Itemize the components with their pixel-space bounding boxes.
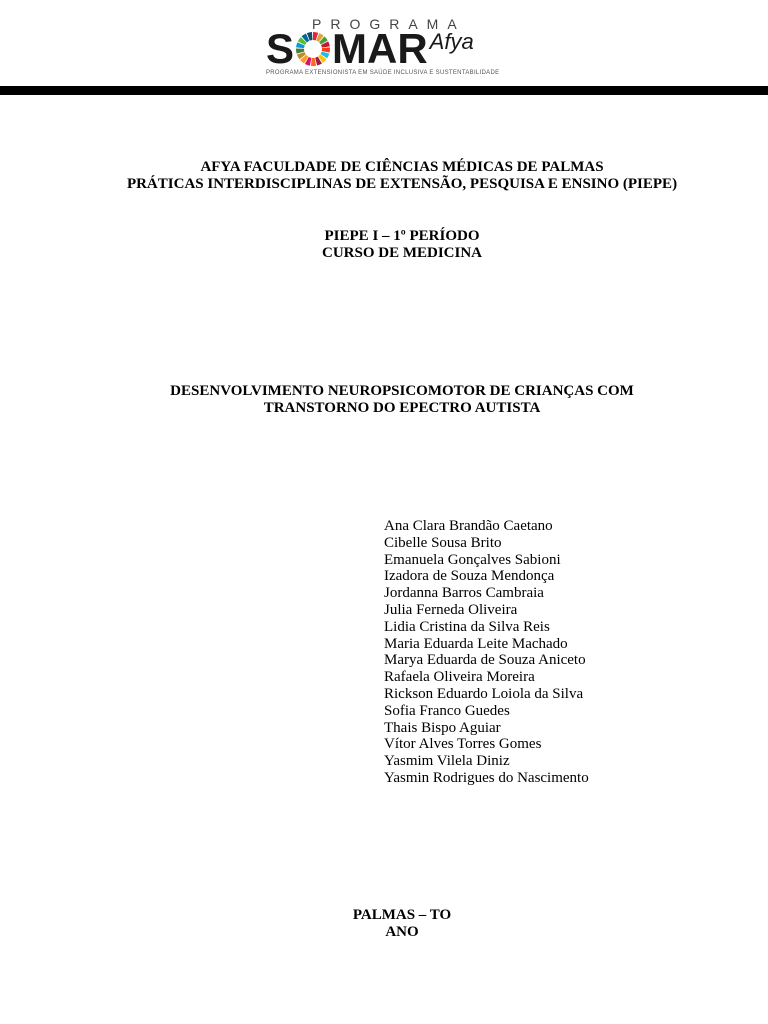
logo-afya: Afya [429,29,474,54]
logo-programa-text: PROGRAMA [312,16,466,32]
author-name: Rafaela Oliveira Moreira [384,669,535,686]
author-name: Julia Ferneda Oliveira [384,601,518,618]
wheel-segment [311,58,316,66]
course-name: CURSO DE MEDICINA [321,245,482,261]
footer-city: PALMAS – TO [352,907,452,923]
author-name: Ana Clara Brandão Caetano [384,518,553,534]
author-name: Emanuela Gonçalves Sabioni [384,551,561,568]
course-heading [0,228,768,262]
author-name: Yasmin Rodrigues do Nascimento [384,769,589,786]
author-name: Lidia Cristina da Silva Reis [384,618,550,635]
title-line-1: DESENVOLVIMENTO NEUROPSICOMOTOR DE CRIANÇAS COM [170,383,634,399]
header-rule [0,86,768,95]
institution-name: AFYA FACULDADE DE CIÊNCIAS MÉDICAS DE PALMAS [200,159,604,175]
author-name: Rickson Eduardo Loiola da Silva [384,685,584,702]
course-period: PIEPE I – 1º PERÍODO [324,228,480,244]
sdg-wheel-icon [295,31,331,67]
document-title [0,383,768,417]
author-name: Vítor Alves Torres Gomes [384,736,542,753]
author-name: Yasmim Vilela Diniz [384,753,510,770]
author-name: Sofia Franco Guedes [384,702,510,719]
logo-letters-mar: MAR [332,25,428,72]
author-name: Thais Bispo Aguiar [384,719,501,736]
logo-letter-s: S [266,25,295,72]
author-name: Izadora de Souza Mendonça [384,568,555,585]
footer-year: ANO [385,924,419,940]
logo-wordmark [266,25,474,72]
title-line-2: TRANSTORNO DO EPECTRO AUTISTA [263,400,541,416]
logo-tagline: PROGRAMA EXTENSIONISTA EM SAÚDE INCLUSIVA E SUSTENTABILIDADE [266,70,500,76]
program-name: PRÁTICAS INTERDISCIPLINAS DE EXTENSÃO, PESQUISA E ENSINO (PIEPE) [126,176,678,192]
footer-block [0,907,768,941]
authors-list [384,518,589,787]
institution-heading [0,159,768,193]
author-name: Marya Eduarda de Souza Aniceto [384,652,586,669]
author-name: Maria Eduarda Leite Machado [384,635,568,652]
program-logo [264,14,514,82]
author-name: Jordanna Barros Cambraia [384,585,544,602]
author-name: Cibelle Sousa Brito [384,534,502,551]
